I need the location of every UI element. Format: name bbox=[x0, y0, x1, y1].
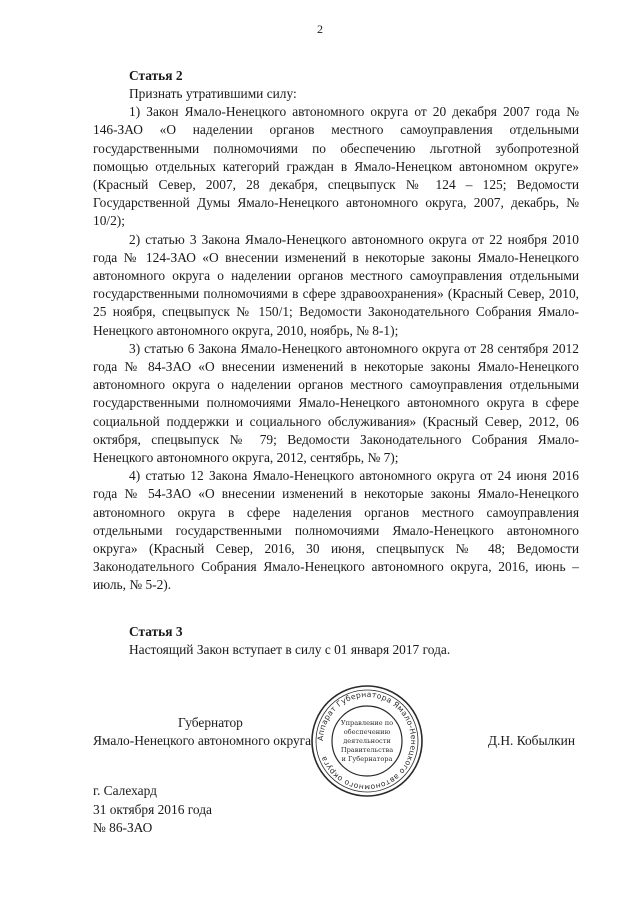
seal-graphic bbox=[308, 682, 426, 800]
spacer bbox=[93, 595, 579, 622]
article-2-intro: Признать утратившими силу: bbox=[129, 86, 297, 101]
page-number: 2 bbox=[317, 22, 323, 36]
article-2-item-2: 2) статью 3 Закона Ямало-Ненецкого автономного округа от 22 ноября 2010 года № 124-ЗАО «О внесении изменений в некоторые законы Ямало-Ненецкого автономного округа о наделении органов местного самоуправления отдельными государственными полномочиями в сфере здравоохранения» (Красный Север, 2010, 25 ноября, спецвыпуск № 150/1; Ведомости Законодательного Собрания Ямало-Ненецкого автономного округа, 2010, ноябрь, № 8-1); bbox=[93, 231, 579, 338]
article-2-heading: Статья 2 bbox=[129, 68, 183, 83]
document-footer bbox=[93, 782, 212, 838]
article-2-item-3: 3) статью 6 Закона Ямало-Ненецкого автономного округа от 28 сентября 2012 года № 84-ЗАО «О внесении изменений в некоторые законы Ямало-Ненецкого автономного округа о наделении органов местного самоуправления отдельными государственными полномочиями Ямало-Ненецкого автономного округа в сфере социальной поддержки и социального обслуживания» (Красный Север, 2012, 06 октября, спецвыпуск № 79; Ведомости Законодательного Собрания Ямало-Ненецкого автономного округа, 2012, сентябрь, № 7); bbox=[93, 340, 579, 466]
seal-center-line-2: обеспечению bbox=[343, 728, 391, 736]
footer-law-number: № 86-ЗАО bbox=[93, 820, 153, 835]
seal-ring-text: Аппарат Губернатора Ямало-Ненецкого автономного округа bbox=[315, 689, 419, 793]
seal-center-line-4: Правительства bbox=[340, 746, 394, 754]
governor-region: Ямало-Ненецкого автономного округа bbox=[93, 733, 312, 748]
document-body bbox=[93, 66, 579, 659]
governor-title: Губернатор bbox=[178, 715, 243, 730]
seal-center-line-3: деятельности bbox=[343, 737, 391, 745]
article-2-item-1: 1) Закон Ямало-Ненецкого автономного округа от 20 декабря 2007 года № 146-ЗАО «О наделении органов местного самоуправления отдельными государственными полномочиями по обеспечению льготной зубопротезной помощью отдельных категорий граждан в Ямало-Ненецком автономном округе» (Красный Север, 2007, 28 декабря, спецвыпуск № 124 – 125; Ведомости Государственной Думы Ямало-Ненецкого автономного округа, 2007, декабрь, № 10/2); bbox=[93, 104, 579, 229]
seal-center-line-1: Управление по bbox=[340, 719, 394, 727]
article-3-heading: Статья 3 bbox=[129, 623, 183, 639]
official-seal-stamp bbox=[308, 682, 426, 800]
footer-city: г. Салехард bbox=[93, 783, 157, 798]
governor-name: Д.Н. Кобылкин bbox=[487, 733, 575, 748]
seal-center-line-5: и Губернатора bbox=[341, 755, 393, 763]
article-3-text: Настоящий Закон вступает в силу с 01 января 2017 года. bbox=[129, 641, 451, 657]
footer-date: 31 октября 2016 года bbox=[93, 801, 212, 817]
article-2-item-4: 4) статью 12 Закона Ямало-Ненецкого автономного округа от 24 июня 2016 года № 54-ЗАО «О внесении изменений в некоторые законы Ямало-Ненецкого автономного округа в сфере наделения органов местного самоуправления отдельными государственными полномочиями Ямало-Ненецкого автономного округа» (Красный Север, 2016, 30 июня, спецвыпуск № 48; Ведомости Законодательного Собрания Ямало-Ненецкого автономного округа, 2016, июнь – июль, № 5-2). bbox=[93, 468, 579, 593]
